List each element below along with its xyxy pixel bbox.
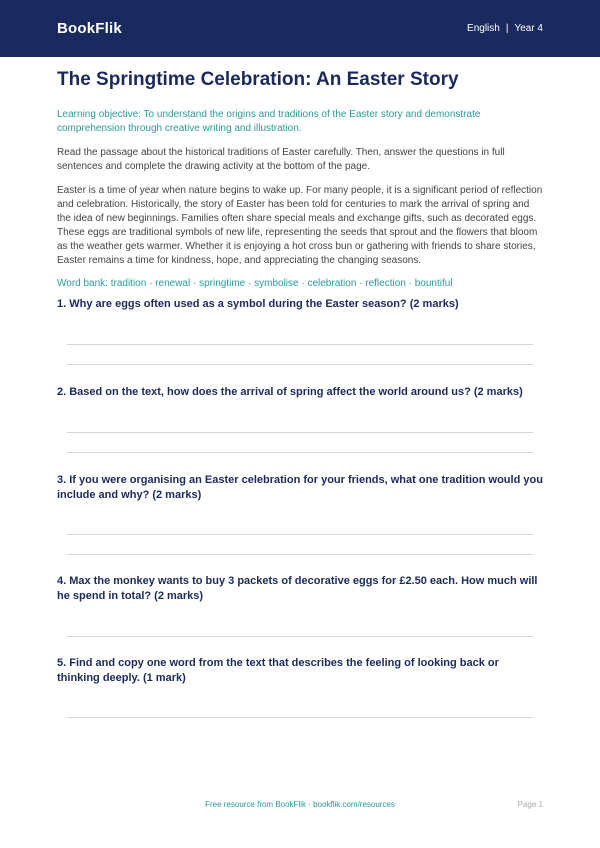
- page-footer: [0, 800, 600, 814]
- meta-separator: |: [505, 23, 509, 34]
- question-5: 5. Find and copy one word from the text that describes the feeling of looking back or thinking deeply. (1 mark): [57, 657, 499, 684]
- question-1: 1. Why are eggs often used as a symbol during the Easter season? (2 marks): [57, 298, 459, 310]
- brand-logo[interactable]: BookFlik: [57, 20, 122, 37]
- answer-line[interactable]: [67, 554, 533, 555]
- page-number: Page 1: [517, 800, 543, 809]
- word-bank: Word bank: tradition · renewal · springtime · symbolise · celebration · reflection · bountiful: [57, 277, 453, 289]
- answer-line[interactable]: [67, 344, 533, 345]
- page-title: The Springtime Celebration: An Easter Story: [57, 69, 459, 90]
- worksheet-intro: [0, 68, 600, 289]
- subject-year-label: [467, 23, 543, 34]
- learning-objective: Learning objective: To understand the origins and traditions of the Easter story and demonstrate comprehension through creative writing and illustration.: [57, 108, 481, 134]
- site-header: [0, 0, 600, 57]
- question-2: 2. Based on the text, how does the arrival of spring affect the world around us? (2 marks): [57, 386, 523, 398]
- answer-line[interactable]: [67, 636, 533, 637]
- answer-line[interactable]: [67, 717, 533, 718]
- footer-credit-link[interactable]: Free resource from BookFlik · bookflik.com/resources: [205, 800, 395, 809]
- year-label: Year 4: [514, 23, 543, 34]
- subject-label: English: [467, 23, 500, 34]
- instructions: Read the passage about the historical traditions of Easter carefully. Then, answer the questions in full sentences and complete the drawing activity at the bottom of the page.: [57, 146, 505, 172]
- answer-line[interactable]: [67, 364, 533, 365]
- question-3: 3. If you were organising an Easter celebration for your friends, what one tradition would you include and why? (2 marks): [57, 474, 543, 501]
- answer-line[interactable]: [67, 432, 533, 433]
- question-4: 4. Max the monkey wants to buy 3 packets of decorative eggs for £2.50 each. How much will he spend in total? (2 marks): [57, 575, 538, 602]
- reading-passage: Easter is a time of year when nature begins to wake up. For many people, it is a significant period of reflection and celebration. Historically, the story of Easter has been told for centuries to mark the arrival of spring and the idea of new beginnings. Families often share special meals and exchange gifts, such as decorated eggs. These eggs are traditional symbols of new life, representing the seeds that sprout and the flowers that bloom as the weather gets warmer. Whether it is enjoying a hot cross bun or gathering with friends to share stories, Easter remains a time for kindness, hope, and appreciating the changing seasons.: [57, 184, 543, 266]
- answer-line[interactable]: [67, 452, 533, 453]
- answer-line[interactable]: [67, 534, 533, 535]
